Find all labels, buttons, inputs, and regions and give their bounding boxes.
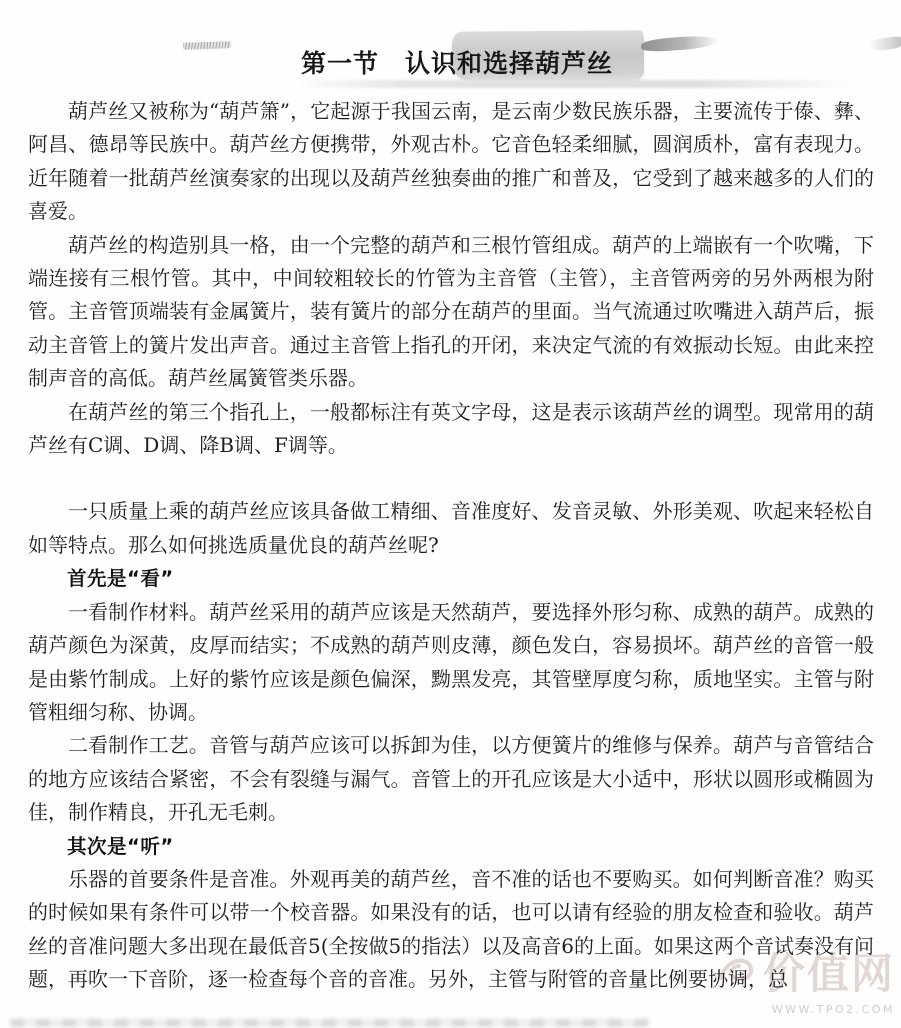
paragraph-pitch-check: 乐器的首要条件是音准。外观再美的葫芦丝，音不准的话也不要购买。如何判断音准？购买的时候如果有条件可以带一个校音器。如果没有的话，也可以请有经验的朋友检查和验收。葫芦丝的音准问题大多出现在最低音5(全按做5的指法）以及高音6的上面。如果这两个音试奏没有问题，再吹一下音阶，逐一检查每个音的音准。另外，主管与附管的音量比例要协调，总 — [28, 866, 874, 992]
subheading-listen: 其次是“听” — [67, 834, 174, 858]
subheading-look: 首先是“看” — [67, 567, 174, 591]
paragraph-materials: 一看制作材料。葫芦丝采用的葫芦应该是天然葫芦，要选择外形匀称、成熟的葫芦。成熟的葫芦颜色为深黄，皮厚而结实；不成熟的葫芦则皮薄，颜色发白，容易损坏。葫芦丝的音管一般是由紫竹制成。上好的紫竹应该是颜色偏深，黝黑发亮，其管壁厚度匀称，质地坚实。主管与附管粗细匀称、协调。 — [28, 599, 874, 724]
paragraph-key-types: 在葫芦丝的第三个指孔上，一般都标注有英文字母，这是表示该葫芦丝的调型。现常用的葫芦丝有C调、D调、降B调、F调等。 — [28, 399, 874, 458]
section-title: 第一节 认识和选择葫芦丝 — [301, 49, 614, 78]
paragraph-quality: 一只质量上乘的葫芦丝应该具备做工精细、音准度好、发音灵敏、外形美观、吹起来轻松自如等特点。那么如何挑选质量优良的葫芦丝呢? — [28, 499, 874, 557]
paragraph-craftsmanship: 二看制作工艺。音管与葫芦应该可以拆卸为佳，以方便簧片的维修与保养。葫芦与音管结合的地方应该结合紧密，不会有裂缝与漏气。音管上的开孔应该是大小适中，形状以圆形或椭圆为佳，制作精良，开孔无毛刺。 — [28, 733, 874, 825]
title-banner-curl — [641, 34, 720, 52]
watermark-url: WWW.TPO2.COM — [771, 1003, 895, 1016]
paragraph-structure: 葫芦丝的构造别具一格，由一个完整的葫芦和三根竹管组成。葫芦的上端嵌有一个吹嘴，下端连接有三根竹管。其中，中间较粗较长的竹管为主音管（主管），主音管两旁的另外两根为附管。主音管顶端装有金属簧片，装有簧片的部分在葫芦的里面。当气流通过吹嘴进入葫芦后，振动主音管上的簧片发出声音。通过主音管上指孔的开闭，来决定气流的有效振动长短。由此来控制声音的高低。葫芦丝属簧管类乐器。 — [28, 232, 874, 391]
title-banner-shadow — [296, 80, 856, 88]
watermark-text: 价值网 — [762, 949, 895, 998]
page-edge-smudge — [867, 36, 901, 52]
scan-smudge-artifact — [183, 41, 231, 50]
scan-cutoff-strip — [10, 1019, 650, 1027]
paragraph-intro: 葫芦丝又被称为“葫芦箫”，它起源于我国云南，是云南少数民族乐器，主要流传于傣、彝、阿昌、德昂等民族中。葫芦丝方便携带，外观古朴。它音色轻柔细腻，圆润质朴，富有表现力。近年随着一批葫芦丝演奏家的出现以及葫芦丝独奏曲的推广和普及，它受到了越来越多的人们的喜爱。 — [28, 99, 874, 224]
page-content — [28, 95, 874, 997]
